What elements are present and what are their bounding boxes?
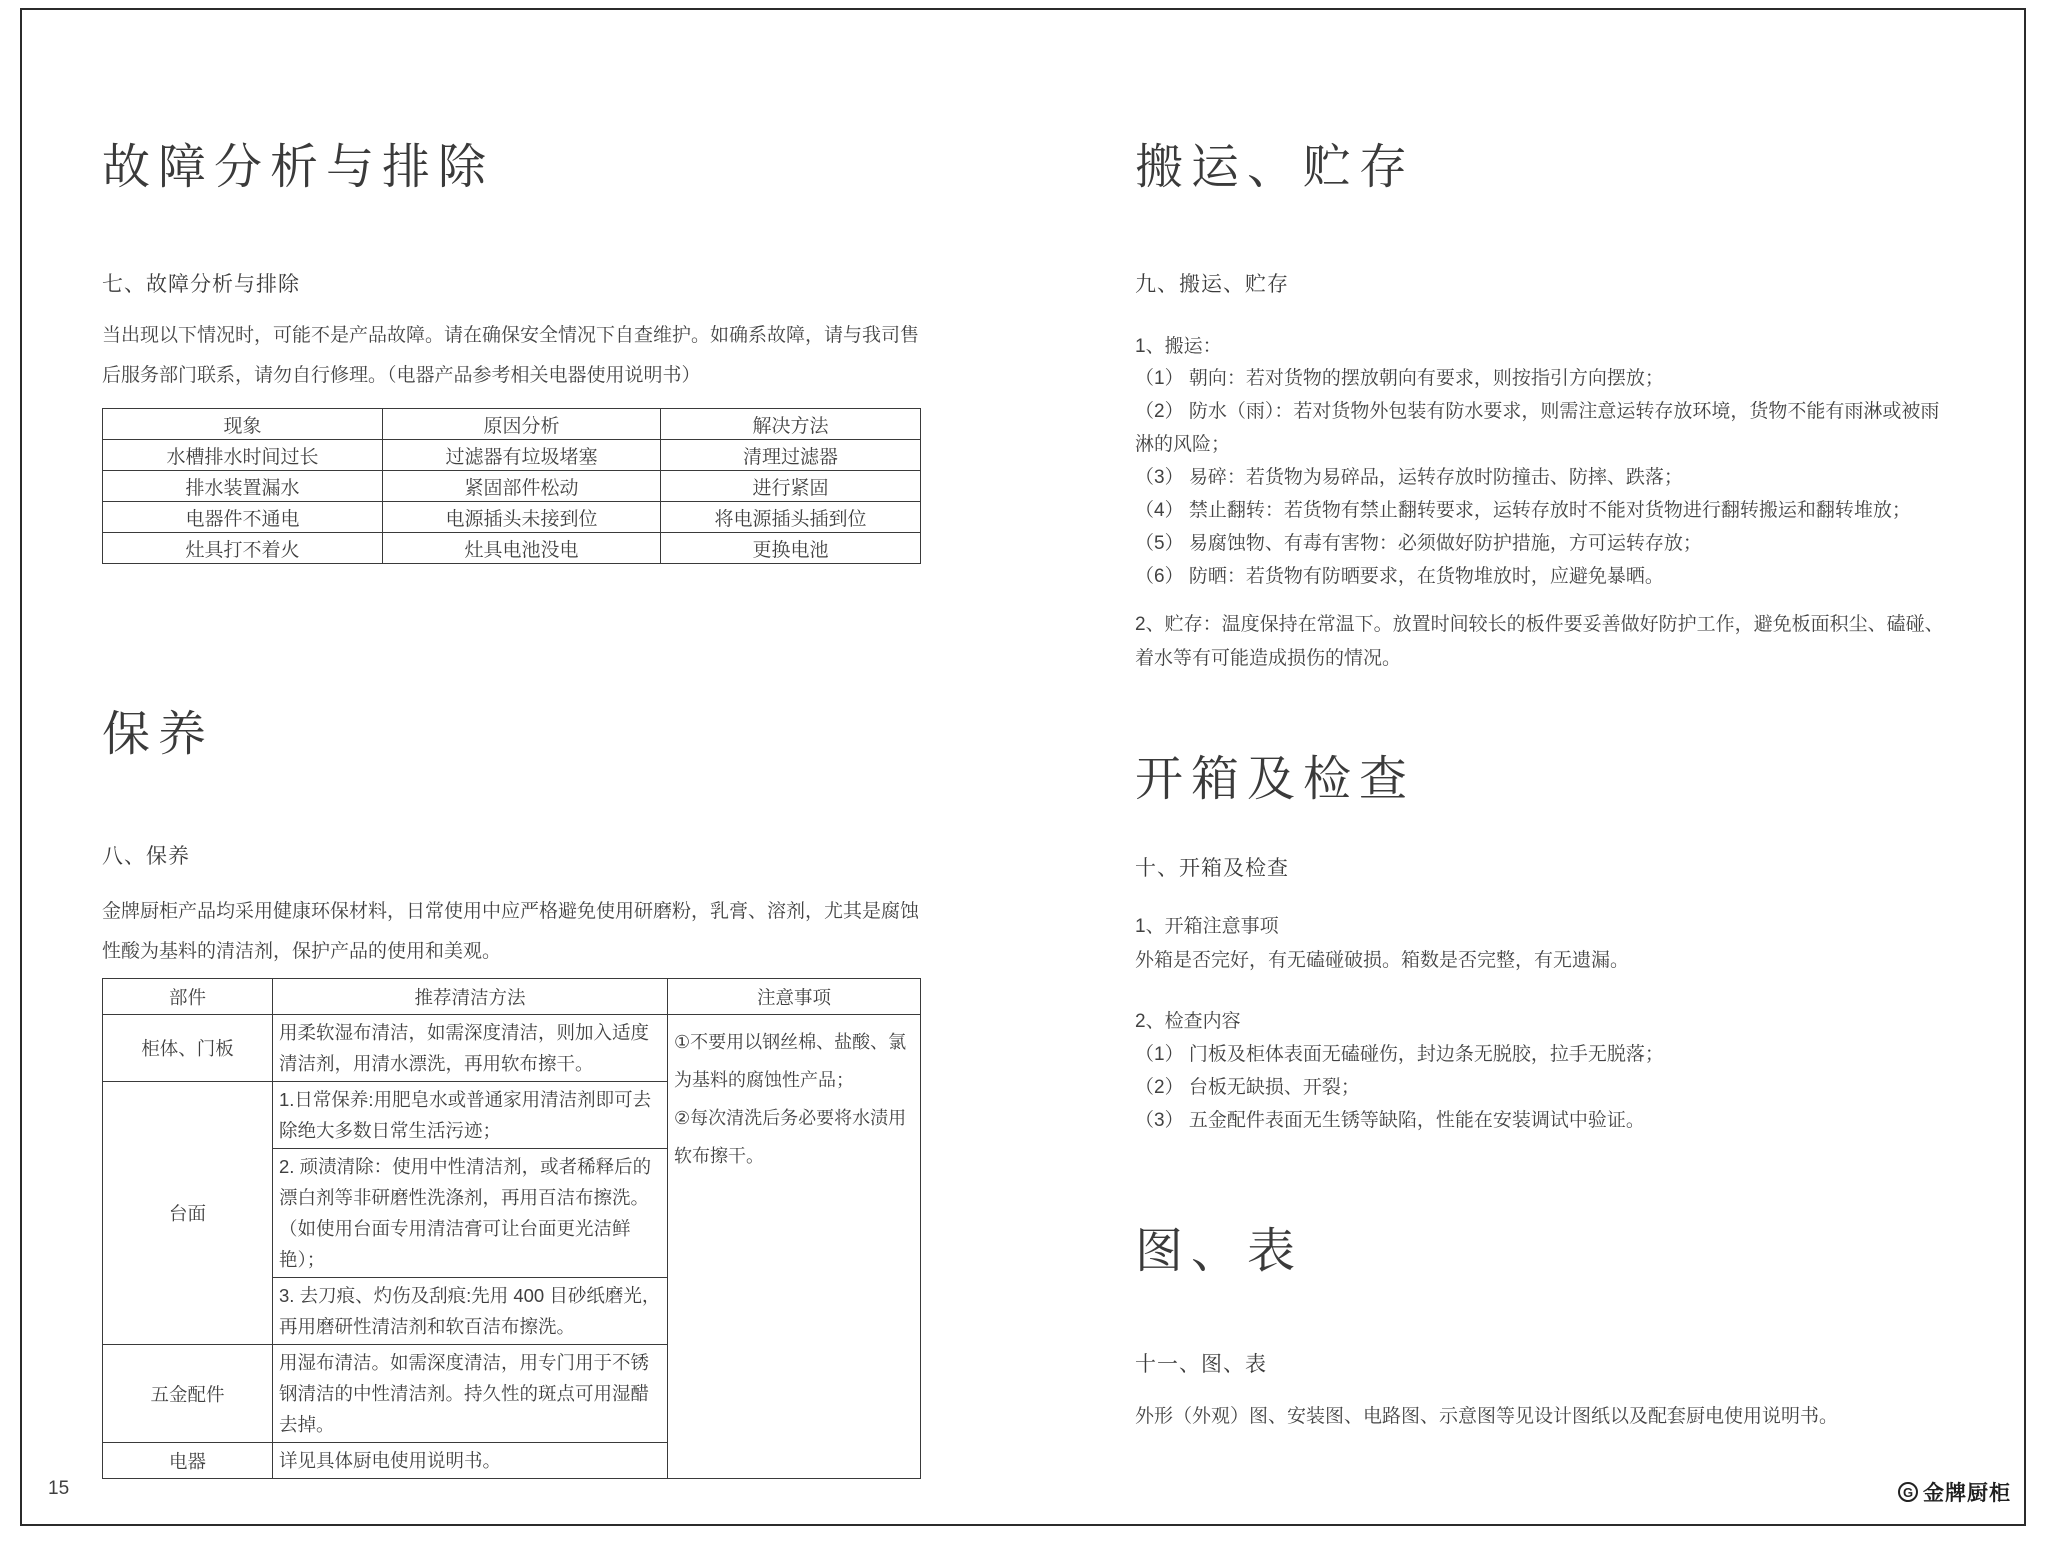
care-table: [102, 978, 921, 1479]
care-method-hardware: 用湿布清洁。如需深度清洁，用专门用于不锈钢清洁的中性清洁剂。持久性的斑点可用湿醋去掉。: [273, 1345, 668, 1443]
care-intro-paragraph: 金牌厨柜产品均采用健康环保材料，日常使用中应严格避免使用研磨粉，乳膏、溶剂，尤其是腐蚀性酸为基料的清洁剂，保护产品的使用和美观。: [102, 901, 920, 962]
fault-cell: 清理过滤器: [661, 440, 921, 471]
care-method-countertop-3: 3. 去刀痕、灼伤及刮痕:先用 400 目砂纸磨光，再用磨研性清洁剂和软百洁布擦洗。: [273, 1278, 668, 1345]
unboxing-note-body: 外箱是否完好，有无磕碰破损。箱数是否完整，有无遗漏。: [1135, 950, 1630, 971]
list-item: （2） 台板无缺损、开裂；: [1135, 1077, 1360, 1098]
fault-cell: 更换电池: [661, 533, 921, 564]
list-item: （1） 门板及柜体表面无磕碰伤，封边条无脱胶，拉手无脱落；: [1135, 1044, 1664, 1065]
transport-list: [1135, 362, 1957, 593]
section-title-faults: 故障分析与排除: [102, 141, 495, 194]
list-item: （4） 禁止翻转：若货物有禁止翻转要求，运转存放时不能对货物进行翻转搬运和翻转堆放；: [1135, 500, 1911, 521]
fault-cell: 紧固部件松动: [383, 471, 661, 502]
check-list: [1135, 1038, 1957, 1137]
section-title-figures: 图、表: [1135, 1225, 1304, 1278]
care-note-1: ①不要用以钢丝棉、盐酸、氯为基料的腐蚀性产品；: [674, 1032, 907, 1090]
section-subtitle-faults: 七、故障分析与排除: [102, 273, 300, 296]
transport-item1-label: 1、搬运：: [1135, 336, 1222, 357]
list-item: （2） 防水（雨）：若对货物外包装有防水要求，则需注意运转存放环境，货物不能有雨淋或被雨淋的风险；: [1135, 401, 1940, 455]
fault-table: [102, 408, 921, 564]
unboxing-notes-block: [1135, 910, 1957, 978]
table-row: [103, 502, 921, 533]
table-row: [103, 533, 921, 564]
fault-cell: 将电源插头插到位: [661, 502, 921, 533]
section-title-unboxing: 开箱及检查: [1135, 753, 1416, 806]
fault-cell: 水槽排水时间过长: [103, 440, 383, 471]
care-col-part: 部件: [103, 979, 273, 1015]
brand-g-icon: G: [1898, 1482, 1918, 1502]
fault-col-solution: 解决方法: [661, 409, 921, 440]
brand-logo: [1898, 1477, 2011, 1507]
storage-paragraph: 2、贮存：温度保持在常温下。放置时间较长的板件要妥善做好防护工作，避免板面积尘、磕碰、着水等有可能造成损伤的情况。: [1135, 614, 1944, 669]
care-col-notes: 注意事项: [668, 979, 921, 1015]
fault-cell: 进行紧固: [661, 471, 921, 502]
care-notes-cell: [668, 1015, 921, 1479]
page-number: 15: [48, 1478, 70, 1499]
care-part-countertop: 台面: [103, 1082, 273, 1345]
care-part-hardware: 五金配件: [103, 1345, 273, 1443]
care-method-countertop-2: 2. 顽渍清除：使用中性清洁剂，或者稀释后的漂白剂等非研磨性洗涤剂，再用百洁布擦洗。（如使用台面专用清洁膏可让台面更光洁鲜艳）；: [273, 1149, 668, 1278]
care-col-method: 推荐清洁方法: [273, 979, 668, 1015]
list-item: （3） 易碎：若货物为易碎品，运转存放时防撞击、防摔、跌落；: [1135, 467, 1683, 488]
fault-cell: 排水装置漏水: [103, 471, 383, 502]
fault-cell: 过滤器有垃圾堵塞: [383, 440, 661, 471]
care-note-2: ②每次清洗后务必要将水渍用软布擦干。: [674, 1108, 907, 1166]
care-table-header-row: [103, 979, 921, 1015]
fault-cell: 灶具电池没电: [383, 533, 661, 564]
table-row: [103, 471, 921, 502]
care-part-cabinet: 柜体、门板: [103, 1015, 273, 1082]
section-subtitle-transport: 九、搬运、贮存: [1135, 273, 1289, 296]
fault-cell: 电源插头未接到位: [383, 502, 661, 533]
fault-col-phenomenon: 现象: [103, 409, 383, 440]
figures-body: 外形（外观）图、安装图、电路图、示意图等见设计图纸以及配套厨电使用说明书。: [1135, 1406, 1839, 1427]
list-item: （6） 防晒：若货物有防晒要求，在货物堆放时，应避免暴晒。: [1135, 566, 1664, 587]
brand-name: 金牌厨柜: [1923, 1482, 2011, 1505]
unboxing-note-label: 1、开箱注意事项: [1135, 916, 1279, 937]
list-item: （5） 易腐蚀物、有毒有害物：必须做好防护措施，方可运转存放；: [1135, 533, 1702, 554]
fault-col-cause: 原因分析: [383, 409, 661, 440]
section-subtitle-unboxing: 十、开箱及检查: [1135, 857, 1289, 880]
care-method-cabinet: 用柔软湿布清洁，如需深度清洁，则加入适度清洁剂，用清水漂洗，再用软布擦干。: [273, 1015, 668, 1082]
care-part-appliance: 电器: [103, 1443, 273, 1479]
fault-cell: 灶具打不着火: [103, 533, 383, 564]
list-item: （3） 五金配件表面无生锈等缺陷，性能在安装调试中验证。: [1135, 1110, 1645, 1131]
list-item: （1） 朝向：若对货物的摆放朝向有要求，则按指引方向摆放；: [1135, 368, 1664, 389]
fault-table-header-row: [103, 409, 921, 440]
check-content-label: 2、检查内容: [1135, 1011, 1241, 1032]
table-row: [103, 440, 921, 471]
section-title-care: 保养: [102, 708, 215, 761]
section-title-transport: 搬运、贮存: [1135, 141, 1416, 194]
section-subtitle-figures: 十一、图、表: [1135, 1353, 1267, 1376]
fault-cell: 电器件不通电: [103, 502, 383, 533]
care-method-countertop-1: 1.日常保养:用肥皂水或普通家用清洁剂即可去除绝大多数日常生活污迹；: [273, 1082, 668, 1149]
faults-intro-paragraph: 当出现以下情况时，可能不是产品故障。请在确保安全情况下自查维护。如确系故障，请与我司售后服务部门联系，请勿自行修理。（电器产品参考相关电器使用说明书）: [102, 325, 920, 386]
section-subtitle-care: 八、保养: [102, 845, 190, 868]
table-row: [103, 1015, 921, 1082]
care-method-appliance: 详见具体厨电使用说明书。: [273, 1443, 668, 1479]
